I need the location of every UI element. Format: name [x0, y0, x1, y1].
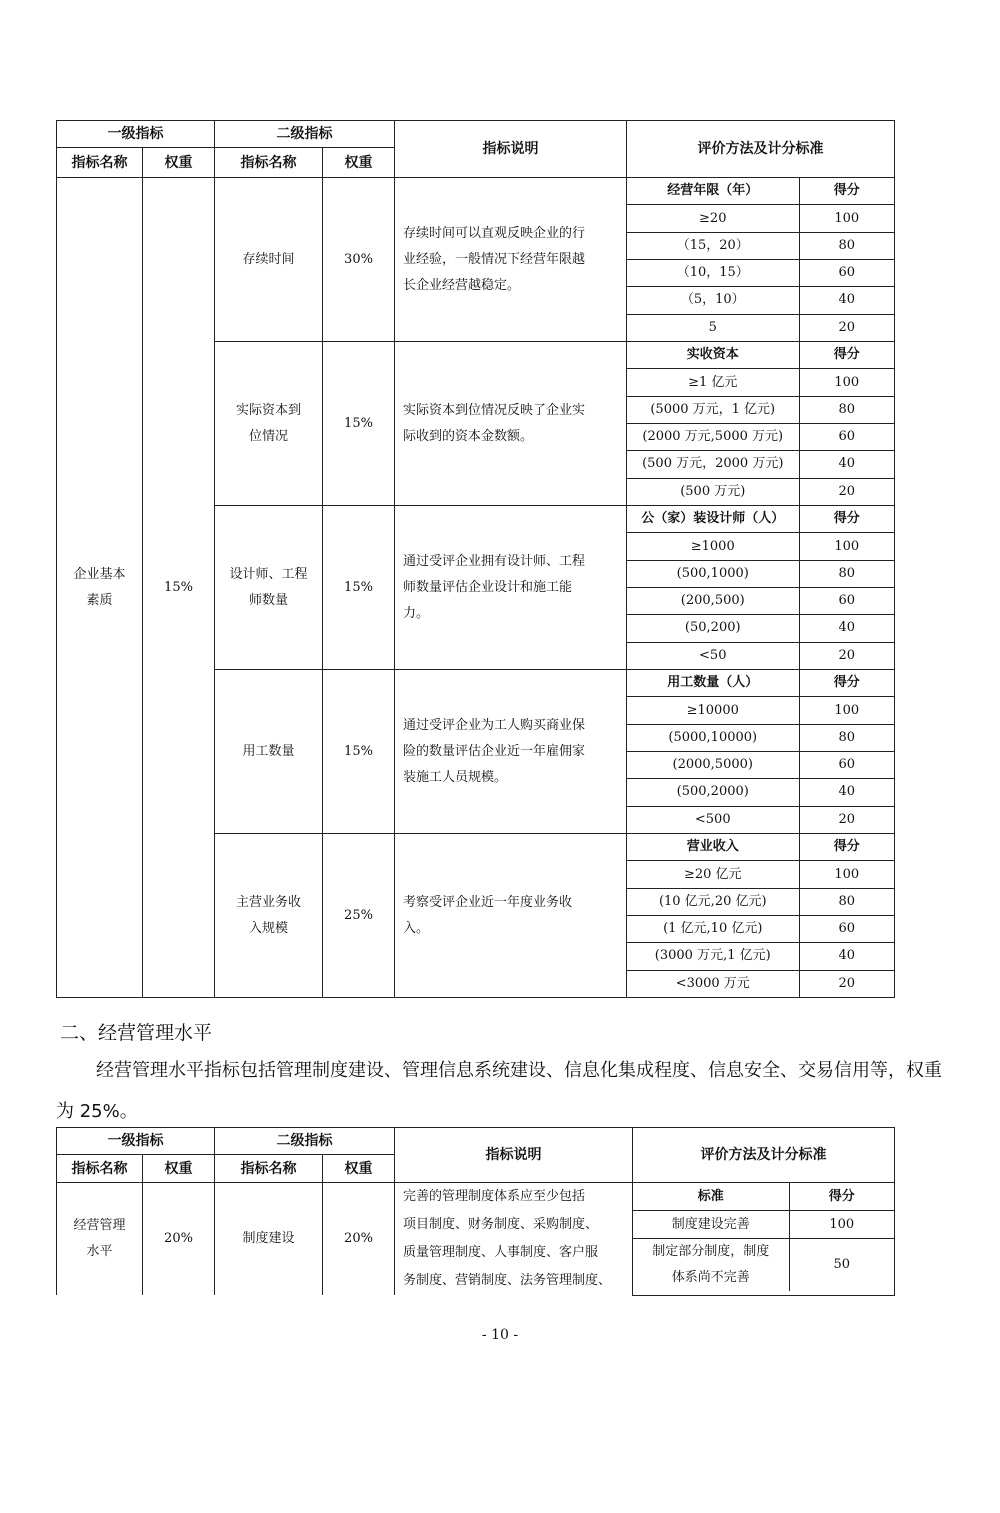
header-level1-weight: 权重: [143, 1155, 215, 1183]
criteria-standard-line: 制定部分制度，制度: [652, 1244, 770, 1259]
criteria-cell: [627, 834, 895, 998]
criteria-header: 标准: [633, 1183, 789, 1211]
criteria-score: 100: [799, 861, 894, 888]
level2-weight-cell: 15%: [323, 506, 395, 670]
description-line: 师数量评估企业设计和施工能: [403, 579, 573, 595]
header-level2-weight: 权重: [323, 1155, 395, 1183]
criteria-standard: 制度建设完善: [633, 1211, 789, 1239]
criteria-range: <3000 万元: [627, 970, 799, 997]
level2-weight-cell: 30%: [323, 178, 395, 342]
score-header: 得分: [799, 178, 894, 205]
criteria-table: [627, 834, 894, 997]
header-level2: 二级指标: [215, 1128, 395, 1155]
criteria-range: <50: [627, 642, 799, 669]
criteria-score: 80: [799, 888, 894, 915]
criteria-score: 60: [799, 916, 894, 943]
criteria-score: 60: [799, 752, 894, 779]
level2-name-cell: 制度建设: [215, 1183, 323, 1296]
criteria-score: 100: [799, 697, 894, 724]
description-line: 完善的管理制度体系应至少包括: [403, 1189, 586, 1204]
level2-name-line: 实际资本到: [235, 402, 301, 418]
criteria-range: <500: [627, 806, 799, 833]
criteria-score: 40: [799, 287, 894, 314]
header-level1-name: 指标名称: [57, 148, 143, 178]
level2-weight-cell: 25%: [323, 834, 395, 998]
criteria-range: (500 万元，2000 万元): [627, 451, 799, 478]
criteria-standard: [633, 1239, 789, 1292]
criteria-range: (1 亿元,10 亿元): [627, 916, 799, 943]
description-cell: [395, 178, 627, 342]
level2-name-cell: [215, 178, 323, 342]
criteria-score: 40: [799, 779, 894, 806]
description-line: 入。: [403, 920, 430, 936]
criteria-range: (500,2000): [627, 779, 799, 806]
criteria-score: 100: [789, 1211, 894, 1239]
header-level1: 一级指标: [57, 1128, 215, 1155]
criteria-range: (5000 万元，1 亿元): [627, 396, 799, 423]
criteria-range: ≥1 亿元: [627, 369, 799, 396]
score-header: 得分: [799, 506, 894, 533]
header-level2-name: 指标名称: [215, 148, 323, 178]
criteria-score: 20: [838, 647, 856, 663]
level2-name-line: 入规模: [248, 920, 288, 936]
criteria-range: 5: [627, 314, 799, 341]
description-cell: [395, 506, 627, 670]
header-level1-name: 指标名称: [57, 1155, 143, 1183]
criteria-range: (500 万元): [627, 478, 799, 505]
page-number: - 10 -: [481, 1327, 519, 1343]
description-line: 通过受评企业拥有设计师、工程: [403, 553, 586, 569]
criteria-header: 经营年限（年）: [627, 178, 799, 205]
criteria-score: 20: [838, 811, 856, 827]
criteria-score: 60: [799, 588, 894, 615]
score-header: 得分: [799, 670, 894, 697]
description-cell: [395, 670, 627, 834]
criteria-score: 40: [799, 615, 894, 642]
score-header: 得分: [799, 834, 894, 861]
header-level2: 二级指标: [215, 121, 395, 148]
header-description: 指标说明: [395, 121, 627, 178]
criteria-score: 20: [838, 483, 856, 499]
criteria-score: 40: [799, 451, 894, 478]
criteria-range: ≥20: [627, 205, 799, 232]
description-line: 险的数量评估企业近一年雇佣家: [403, 743, 586, 759]
criteria-table: [627, 506, 894, 669]
header-level2-weight: 权重: [323, 148, 395, 178]
criteria-score: 80: [799, 724, 894, 751]
criteria-range: (200,500): [627, 588, 799, 615]
criteria-range: (50,200): [627, 615, 799, 642]
level1-name-line: 经营管理: [73, 1218, 126, 1233]
level2-name-line: 主营业务收: [235, 894, 301, 910]
criteria-header: 实收资本: [627, 342, 799, 369]
level1-weight-cell: 20%: [143, 1183, 215, 1296]
level2-weight-cell: 20%: [323, 1183, 395, 1296]
description-cell: [395, 834, 627, 998]
criteria-range: ≥10000: [627, 697, 799, 724]
criteria-table: [633, 1183, 894, 1291]
description-line: 实际资本到位情况反映了企业实: [403, 402, 586, 418]
criteria-range: (500,1000): [627, 560, 799, 587]
description-cell: [395, 342, 627, 506]
score-header: 得分: [799, 342, 894, 369]
level1-name-line: 素质: [86, 592, 113, 608]
level2-name-cell: [215, 670, 323, 834]
level2-name-line: 设计师、工程: [229, 566, 308, 582]
criteria-score: 80: [799, 396, 894, 423]
description-line: 项目制度、财务制度、采购制度、: [403, 1217, 599, 1232]
description-line: 考察受评企业近一年度业务收: [403, 894, 573, 910]
header-level2-name: 指标名称: [215, 1155, 323, 1183]
header-description: 指标说明: [395, 1128, 633, 1183]
level2-name-line: 位情况: [248, 428, 288, 444]
level2-name-line: 师数量: [248, 592, 288, 608]
level1-name-cell: [57, 178, 143, 998]
criteria-score: 100: [799, 369, 894, 396]
criteria-score: 20: [838, 319, 856, 335]
criteria-score: 100: [799, 205, 894, 232]
header-method: 评价方法及计分标准: [627, 121, 895, 178]
criteria-cell: [627, 506, 895, 670]
criteria-range: ≥20 亿元: [627, 861, 799, 888]
description-cell: [395, 1183, 633, 1296]
criteria-table: [627, 178, 894, 341]
level2-name-line: 用工数量: [242, 743, 295, 759]
description-line: 力。: [403, 605, 430, 621]
criteria-table: [627, 342, 894, 505]
evaluation-table-basic-quality: [56, 120, 895, 998]
evaluation-table-management: [56, 1127, 895, 1296]
criteria-standard-line: 体系尚不完善: [671, 1270, 750, 1285]
criteria-header: 公（家）装设计师（人）: [627, 506, 799, 533]
criteria-range: （5，10）: [627, 287, 799, 314]
description-line: 业经验，一般情况下经营年限越: [403, 251, 586, 267]
criteria-score: 60: [799, 424, 894, 451]
level2-weight-cell: 15%: [323, 670, 395, 834]
level2-name-cell: [215, 342, 323, 506]
description-line: 存续时间可以直观反映企业的行: [403, 225, 586, 241]
criteria-cell: [633, 1183, 895, 1296]
criteria-cell: [627, 670, 895, 834]
score-header: 得分: [789, 1183, 894, 1211]
header-method: 评价方法及计分标准: [633, 1128, 895, 1183]
criteria-range: (3000 万元,1 亿元): [627, 943, 799, 970]
description-line: 长企业经营越稳定。: [403, 277, 521, 293]
criteria-score: 100: [799, 533, 894, 560]
criteria-range: （10，15）: [627, 260, 799, 287]
description-line: 际收到的资本金数额。: [403, 428, 534, 444]
section-heading: 二、经营管理水平: [60, 1022, 213, 1044]
criteria-table: [627, 670, 894, 833]
criteria-score: 80: [799, 232, 894, 259]
description-line: 装施工人员规模。: [403, 769, 508, 785]
level1-name-line: 企业基本: [73, 566, 126, 582]
level2-name-cell: [215, 834, 323, 998]
criteria-range: （15，20）: [627, 232, 799, 259]
header-level1-weight: 权重: [143, 148, 215, 178]
criteria-score: 60: [799, 260, 894, 287]
level1-weight-cell: 15%: [143, 178, 215, 998]
criteria-score: 50: [833, 1257, 851, 1272]
criteria-range: (2000,5000): [627, 752, 799, 779]
criteria-header: 用工数量（人）: [627, 670, 799, 697]
description-line: 务制度、营销制度、法务管理制度、: [403, 1273, 612, 1288]
description-line: 质量管理制度、人事制度、客户服: [403, 1245, 599, 1260]
level2-name-line: 存续时间: [242, 251, 295, 267]
criteria-cell: [627, 342, 895, 506]
header-level1: 一级指标: [57, 121, 215, 148]
section-paragraph: 经营管理水平指标包括管理制度建设、管理信息系统建设、信息化集成程度、信息安全、交易信用等，权重为 25%。: [56, 1060, 942, 1122]
criteria-range: (10 亿元,20 亿元): [627, 888, 799, 915]
criteria-score: 20: [838, 975, 856, 991]
level1-name-cell: [57, 1183, 143, 1296]
description-line: 通过受评企业为工人购买商业保: [403, 717, 586, 733]
level2-name-cell: [215, 506, 323, 670]
criteria-range: (5000,10000): [627, 724, 799, 751]
level2-weight-cell: 15%: [323, 342, 395, 506]
criteria-score: 80: [799, 560, 894, 587]
criteria-score: 40: [799, 943, 894, 970]
criteria-range: ≥1000: [627, 533, 799, 560]
criteria-header: 营业收入: [627, 834, 799, 861]
criteria-cell: [627, 178, 895, 342]
level1-name-line: 水平: [86, 1244, 113, 1259]
criteria-range: (2000 万元,5000 万元): [627, 424, 799, 451]
